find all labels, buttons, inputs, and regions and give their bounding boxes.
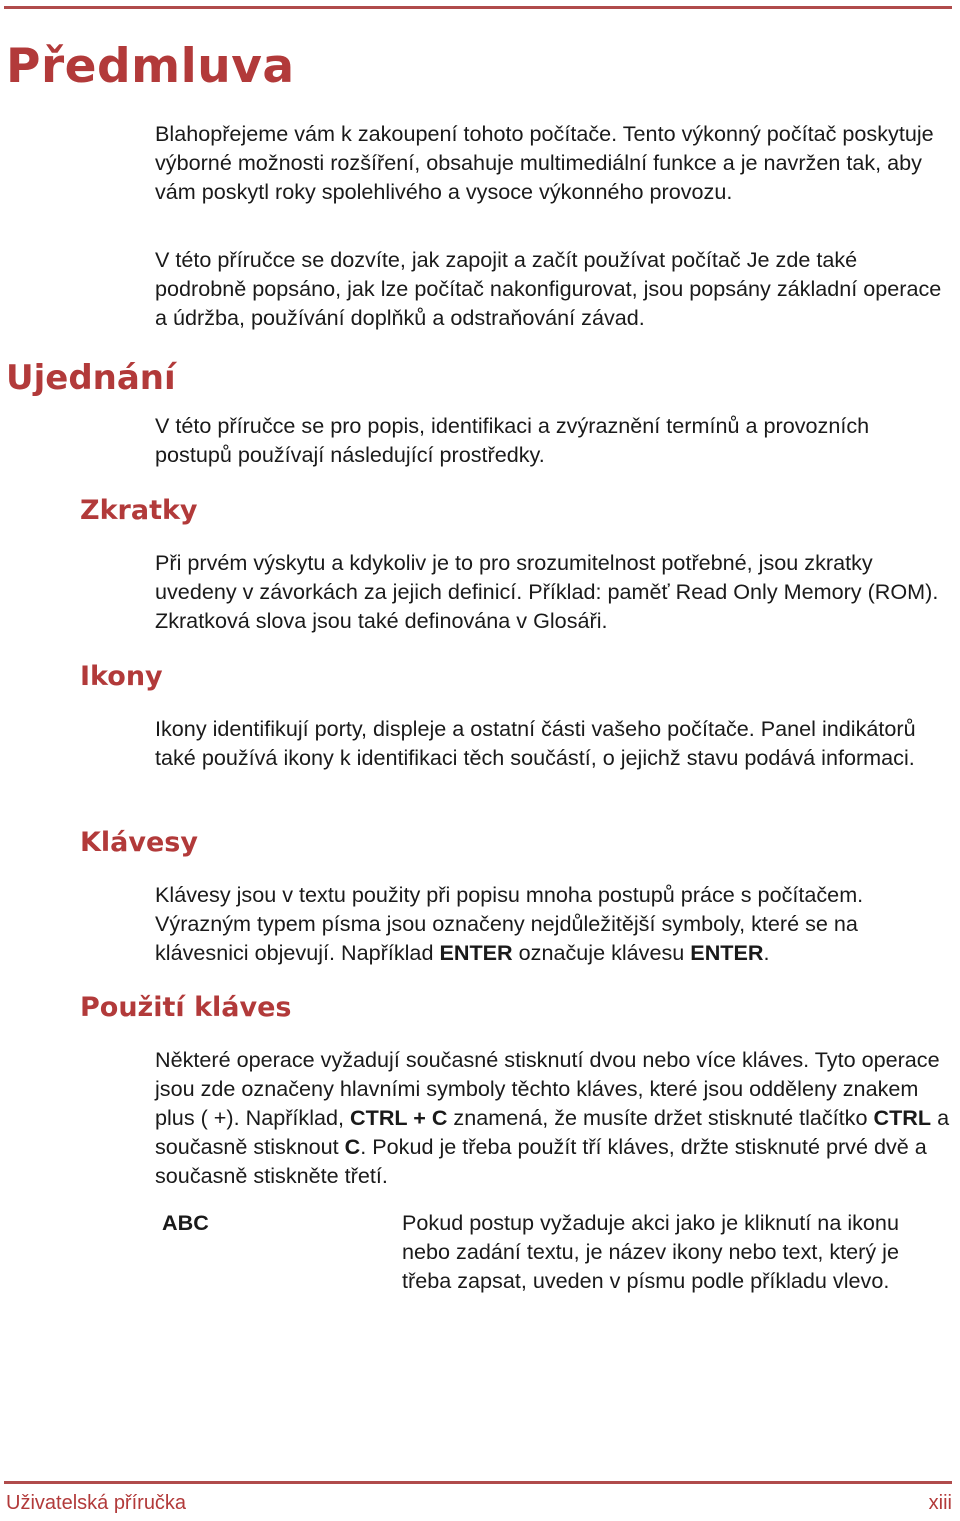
key-usage-text-d: . Pokud je třeba použít tří kláves, držte stisknuté prvé dvě a současně stiskněte třetí. bbox=[155, 1134, 927, 1188]
key-enter-2: ENTER bbox=[690, 940, 764, 965]
key-enter-1: ENTER bbox=[439, 940, 513, 965]
page-number: xiii bbox=[928, 1492, 952, 1514]
footer-title: Uživatelská příručka bbox=[6, 1492, 187, 1514]
icons-paragraph: Ikony identifikují porty, displeje a ostatní části vašeho počítače. Panel indikátorů také používá ikony k identifikaci těch součástí, o jejichž stavu podává informaci. bbox=[155, 716, 916, 770]
top-rule bbox=[4, 6, 952, 9]
key-c: C bbox=[344, 1134, 361, 1159]
key-usage-paragraph bbox=[155, 1045, 950, 1190]
key-combo-ctrl-c: CTRL + C bbox=[350, 1105, 448, 1130]
subheading-keys: Klávesy bbox=[80, 827, 198, 858]
intro-paragraph-1: Blahopřejeme vám k zakoupení tohoto počítače. Tento výkonný počítač poskytuje výborné možnosti rozšíření, obsahuje multimediální funkce a je navržen tak, aby vám poskytl roky spolehlivého a vysoce výkonného provozu. bbox=[155, 121, 934, 204]
section-heading-conventions: Ujednání bbox=[6, 358, 176, 398]
key-usage-text-b: znamená, že musíte držet stisknuté tlačítko bbox=[447, 1105, 874, 1130]
subheading-icons: Ikony bbox=[80, 661, 163, 692]
key-usage-text-a: Některé operace vyžadují současné stisknutí dvou nebo více kláves. Tyto operace jsou zde označeny hlavními symboly těchto kláves, které jsou odděleny znakem plus ( +). Například, bbox=[155, 1047, 940, 1130]
subheading-key-usage: Použití kláves bbox=[80, 992, 292, 1023]
keys-paragraph bbox=[155, 880, 950, 967]
example-description: Pokud postup vyžaduje akci jako je kliknutí na ikonu nebo zadání textu, je název ikony nebo text, který je třeba zapsat, uveden v písmu podle příkladu vlevo. bbox=[402, 1210, 899, 1293]
conventions-paragraph: V této příručce se pro popis, identifikaci a zvýraznění termínů a provozních postupů používají následující prostředky. bbox=[155, 413, 870, 467]
example-term: ABC bbox=[162, 1210, 209, 1235]
key-ctrl: CTRL bbox=[873, 1105, 932, 1130]
abbreviations-paragraph: Při prvém výskytu a kdykoliv je to pro srozumitelnost potřebné, jsou zkratky uvedeny v závorkách za jejich definicí. Příklad: paměť Read Only Memory (ROM). Zkratková slova jsou také definována v Glosáři. bbox=[155, 550, 939, 633]
subheading-abbreviations: Zkratky bbox=[80, 495, 198, 526]
bottom-rule bbox=[4, 1481, 952, 1484]
keys-text-a: Klávesy jsou v textu použity při popisu mnoha postupů práce s počítačem. Výrazným typem písma jsou označeny nejdůležitější symboly, které se na klávesnici objevují. Například bbox=[155, 882, 864, 965]
keys-text-b: označuje klávesu bbox=[512, 940, 691, 965]
intro-paragraph-2: V této příručce se dozvíte, jak zapojit a začít používat počítač Je zde také podrobně popsáno, jak lze počítač nakonfigurovat, jsou popsány základní operace a údržba, používání doplňků a odstraňování závad. bbox=[155, 247, 942, 330]
keys-text-c: . bbox=[763, 940, 770, 965]
page-title: Předmluva bbox=[6, 39, 295, 94]
key-usage-text-c: a současně stisknout bbox=[155, 1105, 950, 1159]
